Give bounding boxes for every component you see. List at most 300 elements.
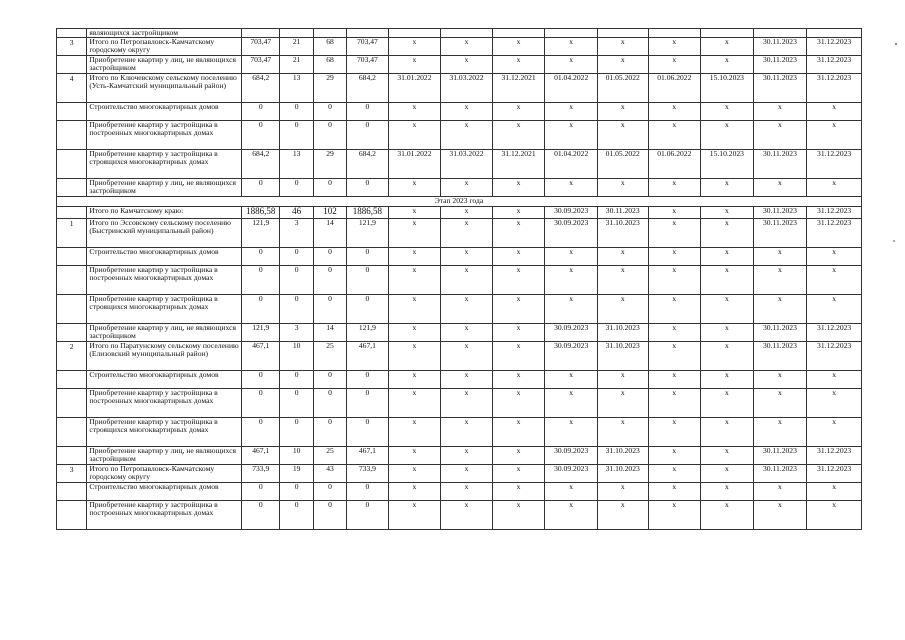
table-cell: 0 bbox=[313, 371, 346, 389]
table-cell: 30.09.2023 bbox=[545, 342, 598, 371]
table-cell: 30.09.2023 bbox=[545, 324, 598, 342]
row-number bbox=[57, 179, 87, 197]
table-cell: x bbox=[701, 465, 754, 483]
table-cell: 703,47 bbox=[242, 56, 280, 74]
table-cell: x bbox=[753, 179, 807, 197]
table-row bbox=[57, 207, 862, 219]
table-row bbox=[57, 121, 862, 150]
table-cell: 13 bbox=[280, 74, 313, 103]
table-cell: x bbox=[648, 418, 701, 447]
table-cell: 01.04.2022 bbox=[545, 74, 598, 103]
table-cell: 31.12.2023 bbox=[807, 150, 862, 179]
table-cell: x bbox=[492, 103, 545, 121]
table-cell: x bbox=[701, 219, 754, 248]
table-cell: x bbox=[388, 248, 441, 266]
table-cell: 121,9 bbox=[242, 219, 280, 248]
table-cell: 0 bbox=[280, 121, 313, 150]
table-cell: 31.12.2023 bbox=[807, 447, 862, 465]
table-cell: 733,9 bbox=[347, 465, 388, 483]
table-cell: x bbox=[492, 179, 545, 197]
table-cell: 703,47 bbox=[347, 56, 388, 74]
table-cell: x bbox=[388, 371, 441, 389]
table-cell: x bbox=[388, 295, 441, 324]
table-cell: 15.10.2023 bbox=[701, 74, 754, 103]
row-number bbox=[57, 207, 87, 219]
table-cell: x bbox=[441, 219, 493, 248]
table-cell: x bbox=[545, 501, 598, 530]
table-cell: x bbox=[492, 295, 545, 324]
table-cell: 0 bbox=[280, 389, 313, 418]
table-cell: 31.12.2023 bbox=[807, 207, 862, 219]
table-row bbox=[57, 29, 862, 38]
table-cell: 0 bbox=[242, 295, 280, 324]
table-cell: 30.11.2023 bbox=[753, 207, 807, 219]
table-cell: x bbox=[701, 266, 754, 295]
program-stage-table bbox=[56, 28, 862, 530]
table-cell: x bbox=[388, 342, 441, 371]
table-row bbox=[57, 483, 862, 501]
table-row bbox=[57, 389, 862, 418]
table-cell: 01.06.2022 bbox=[648, 74, 701, 103]
table-cell: 0 bbox=[280, 483, 313, 501]
table-cell: x bbox=[648, 248, 701, 266]
row-name: Приобретение квартир у застройщика в построенных многоквартирных домах bbox=[87, 389, 242, 418]
scan-speck bbox=[895, 43, 897, 45]
table-cell: x bbox=[648, 342, 701, 371]
table-cell: 31.12.2023 bbox=[807, 38, 862, 56]
table-cell: x bbox=[648, 56, 701, 74]
table-cell: x bbox=[648, 295, 701, 324]
table-cell: x bbox=[807, 418, 862, 447]
table-cell: x bbox=[545, 56, 598, 74]
table-cell: x bbox=[807, 371, 862, 389]
table-cell: 0 bbox=[242, 121, 280, 150]
table-cell: 29 bbox=[313, 74, 346, 103]
table-cell: 121,9 bbox=[242, 324, 280, 342]
table-cell: x bbox=[701, 103, 754, 121]
table-cell: x bbox=[648, 389, 701, 418]
table-cell: x bbox=[753, 501, 807, 530]
table-cell: 684,2 bbox=[347, 74, 388, 103]
row-name: Приобретение квартир у лиц, не являющихся застройщиком bbox=[87, 179, 242, 197]
table-cell: x bbox=[492, 38, 545, 56]
table-cell: 31.03.2022 bbox=[441, 150, 493, 179]
table-cell: 121,9 bbox=[347, 219, 388, 248]
table-cell: x bbox=[441, 342, 493, 371]
table-cell: x bbox=[597, 483, 648, 501]
row-number bbox=[57, 56, 87, 74]
table-cell: 30.11.2023 bbox=[597, 207, 648, 219]
table-cell: x bbox=[648, 483, 701, 501]
table-cell: x bbox=[545, 389, 598, 418]
table-cell: 0 bbox=[313, 103, 346, 121]
table-row bbox=[57, 38, 862, 56]
table-cell: 1886,58 bbox=[347, 207, 388, 219]
table-cell: x bbox=[492, 207, 545, 219]
table-cell: x bbox=[648, 501, 701, 530]
table-cell bbox=[648, 29, 701, 38]
table-cell: x bbox=[492, 447, 545, 465]
table-cell: x bbox=[388, 501, 441, 530]
table-cell: 29 bbox=[313, 150, 346, 179]
row-number bbox=[57, 371, 87, 389]
table-cell: 14 bbox=[313, 324, 346, 342]
table-cell: 467,1 bbox=[347, 447, 388, 465]
table-cell: x bbox=[492, 389, 545, 418]
table-cell: x bbox=[388, 418, 441, 447]
table-cell: 10 bbox=[280, 447, 313, 465]
row-name: Приобретение квартир у лиц, не являющихся застройщиком bbox=[87, 56, 242, 74]
table-cell: 31.12.2021 bbox=[492, 74, 545, 103]
row-number: 3 bbox=[57, 465, 87, 483]
table-cell: x bbox=[701, 501, 754, 530]
table-cell: x bbox=[492, 219, 545, 248]
table-cell bbox=[492, 29, 545, 38]
table-cell: 0 bbox=[280, 266, 313, 295]
table-cell: 703,47 bbox=[347, 38, 388, 56]
table-cell: 31.12.2023 bbox=[807, 56, 862, 74]
table-cell: 0 bbox=[280, 501, 313, 530]
table-cell bbox=[242, 29, 280, 38]
table-cell: 21 bbox=[280, 56, 313, 74]
table-row bbox=[57, 295, 862, 324]
table-cell: x bbox=[701, 447, 754, 465]
table-cell: x bbox=[441, 389, 493, 418]
table-cell bbox=[280, 29, 313, 38]
table-cell: 0 bbox=[242, 179, 280, 197]
table-cell: x bbox=[388, 465, 441, 483]
table-cell: 0 bbox=[313, 266, 346, 295]
table-cell bbox=[753, 29, 807, 38]
table-cell: x bbox=[701, 324, 754, 342]
table-cell: 0 bbox=[280, 295, 313, 324]
row-number bbox=[57, 266, 87, 295]
table-cell: x bbox=[388, 103, 441, 121]
table-cell: x bbox=[597, 56, 648, 74]
table-cell: 0 bbox=[313, 483, 346, 501]
table-cell: x bbox=[545, 248, 598, 266]
stage-heading: Этап 2023 года bbox=[57, 197, 862, 207]
table-cell: x bbox=[701, 121, 754, 150]
row-name: Итого по Петропавловск-Камчатскому городскому округу bbox=[87, 38, 242, 56]
table-cell: 31.10.2023 bbox=[597, 465, 648, 483]
table-cell: 0 bbox=[280, 179, 313, 197]
table-cell: x bbox=[388, 38, 441, 56]
table-cell: 25 bbox=[313, 342, 346, 371]
table-cell: x bbox=[492, 371, 545, 389]
table-cell: x bbox=[492, 465, 545, 483]
row-number bbox=[57, 483, 87, 501]
table-row bbox=[57, 103, 862, 121]
table-cell: x bbox=[441, 266, 493, 295]
table-row bbox=[57, 371, 862, 389]
table-cell: 0 bbox=[242, 389, 280, 418]
table-cell: 0 bbox=[347, 103, 388, 121]
row-number bbox=[57, 389, 87, 418]
row-name: Приобретение квартир у лиц, не являющихся застройщиком bbox=[87, 447, 242, 465]
table-cell: 01.06.2022 bbox=[648, 150, 701, 179]
table-cell: 31.12.2023 bbox=[807, 74, 862, 103]
table-cell: x bbox=[388, 56, 441, 74]
table-cell: x bbox=[648, 179, 701, 197]
table-row bbox=[57, 418, 862, 447]
table-cell: 30.11.2023 bbox=[753, 342, 807, 371]
table-cell: 684,2 bbox=[347, 150, 388, 179]
table-cell: x bbox=[545, 371, 598, 389]
table-cell bbox=[441, 29, 493, 38]
row-name: являющихся застройщиком bbox=[87, 29, 242, 38]
table-cell: 30.11.2023 bbox=[753, 324, 807, 342]
table-cell: x bbox=[441, 371, 493, 389]
table-cell: 3 bbox=[280, 219, 313, 248]
table-cell: x bbox=[441, 501, 493, 530]
table-row bbox=[57, 248, 862, 266]
table-cell: x bbox=[597, 38, 648, 56]
table-cell: x bbox=[807, 483, 862, 501]
table-cell: x bbox=[648, 266, 701, 295]
table-cell: 46 bbox=[280, 207, 313, 219]
table-row bbox=[57, 465, 862, 483]
table-cell: x bbox=[545, 295, 598, 324]
row-name: Приобретение квартир у застройщика в построенных многоквартирных домах bbox=[87, 266, 242, 295]
table-cell: 31.12.2023 bbox=[807, 465, 862, 483]
table-cell: x bbox=[807, 121, 862, 150]
row-number bbox=[57, 29, 87, 38]
row-name: Приобретение квартир у застройщика в построенных многоквартирных домах bbox=[87, 501, 242, 530]
table-cell: x bbox=[441, 56, 493, 74]
table-cell: x bbox=[701, 371, 754, 389]
table-cell: x bbox=[492, 324, 545, 342]
table-cell: x bbox=[753, 121, 807, 150]
table-cell: 01.05.2022 bbox=[597, 74, 648, 103]
table-cell: x bbox=[545, 418, 598, 447]
table-cell: x bbox=[441, 295, 493, 324]
table-cell: x bbox=[597, 418, 648, 447]
table-cell: 68 bbox=[313, 38, 346, 56]
table-cell: 0 bbox=[313, 248, 346, 266]
table-cell: x bbox=[807, 248, 862, 266]
table-cell: x bbox=[388, 447, 441, 465]
table-cell: x bbox=[492, 248, 545, 266]
table-cell: x bbox=[753, 103, 807, 121]
stage-row bbox=[57, 197, 862, 207]
table-cell: x bbox=[753, 248, 807, 266]
row-name: Строительство многоквартирных домов bbox=[87, 483, 242, 501]
table-cell: x bbox=[441, 179, 493, 197]
table-cell: x bbox=[388, 266, 441, 295]
table-cell: 0 bbox=[242, 266, 280, 295]
table-cell: x bbox=[597, 121, 648, 150]
table-cell: 31.03.2022 bbox=[441, 74, 493, 103]
table-cell: 31.01.2022 bbox=[388, 150, 441, 179]
table-cell: x bbox=[492, 56, 545, 74]
table-cell: x bbox=[648, 219, 701, 248]
row-name: Приобретение квартир у лиц, не являющихся застройщиком bbox=[87, 324, 242, 342]
table-cell: x bbox=[597, 295, 648, 324]
table-cell: 0 bbox=[347, 295, 388, 324]
table-cell: x bbox=[701, 56, 754, 74]
table-row bbox=[57, 56, 862, 74]
table-cell: x bbox=[597, 266, 648, 295]
table-cell: x bbox=[441, 103, 493, 121]
table-cell: 30.09.2023 bbox=[545, 219, 598, 248]
table-cell: x bbox=[492, 483, 545, 501]
table-cell: 30.09.2023 bbox=[545, 465, 598, 483]
table-cell: 0 bbox=[347, 179, 388, 197]
table-cell: x bbox=[597, 179, 648, 197]
table-row bbox=[57, 266, 862, 295]
table-cell: 15.10.2023 bbox=[701, 150, 754, 179]
table-cell: 733,9 bbox=[242, 465, 280, 483]
table-cell: x bbox=[597, 248, 648, 266]
scan-speck bbox=[893, 240, 895, 242]
table-cell: 0 bbox=[347, 121, 388, 150]
table-cell bbox=[545, 29, 598, 38]
table-row bbox=[57, 74, 862, 103]
table-cell: 25 bbox=[313, 447, 346, 465]
table-cell: 31.10.2023 bbox=[597, 342, 648, 371]
table-cell: 68 bbox=[313, 56, 346, 74]
table-cell: x bbox=[807, 501, 862, 530]
table-cell: x bbox=[492, 121, 545, 150]
table-cell: 0 bbox=[313, 501, 346, 530]
table-cell: 30.09.2023 bbox=[545, 207, 598, 219]
row-name: Строительство многоквартирных домов bbox=[87, 103, 242, 121]
table-cell: 0 bbox=[313, 389, 346, 418]
table-cell: x bbox=[492, 342, 545, 371]
table-cell: 13 bbox=[280, 150, 313, 179]
table-cell: 30.11.2023 bbox=[753, 150, 807, 179]
table-cell: 0 bbox=[242, 248, 280, 266]
table-cell: 0 bbox=[242, 501, 280, 530]
row-name: Приобретение квартир у застройщика в строящихся многоквартирных домах bbox=[87, 418, 242, 447]
row-name: Строительство многоквартирных домов bbox=[87, 371, 242, 389]
table-cell: 0 bbox=[313, 179, 346, 197]
table-cell: x bbox=[807, 103, 862, 121]
table-cell: 30.11.2023 bbox=[753, 219, 807, 248]
table-cell: 102 bbox=[313, 207, 346, 219]
table-cell: 0 bbox=[242, 483, 280, 501]
table-cell: x bbox=[701, 418, 754, 447]
table-cell: x bbox=[597, 103, 648, 121]
table-cell: x bbox=[388, 219, 441, 248]
table-cell: 31.12.2023 bbox=[807, 342, 862, 371]
table-cell: x bbox=[441, 324, 493, 342]
table-cell: 0 bbox=[347, 483, 388, 501]
table-cell: x bbox=[597, 371, 648, 389]
table-cell: x bbox=[753, 483, 807, 501]
table-cell: x bbox=[648, 371, 701, 389]
table-cell: 0 bbox=[313, 295, 346, 324]
row-number bbox=[57, 248, 87, 266]
table-cell: x bbox=[492, 501, 545, 530]
table-cell: x bbox=[648, 38, 701, 56]
table-cell: 10 bbox=[280, 342, 313, 371]
table-cell: 43 bbox=[313, 465, 346, 483]
table-cell: 21 bbox=[280, 38, 313, 56]
table-cell: 0 bbox=[347, 418, 388, 447]
row-number bbox=[57, 295, 87, 324]
table-row bbox=[57, 342, 862, 371]
table-cell: x bbox=[441, 207, 493, 219]
table-cell: 31.10.2023 bbox=[597, 219, 648, 248]
row-number: 2 bbox=[57, 342, 87, 371]
table-cell: 31.12.2023 bbox=[807, 324, 862, 342]
table-cell: 684,2 bbox=[242, 74, 280, 103]
table-cell: x bbox=[492, 266, 545, 295]
table-cell: x bbox=[545, 483, 598, 501]
table-cell: x bbox=[441, 483, 493, 501]
table-row bbox=[57, 324, 862, 342]
table-cell: 31.10.2023 bbox=[597, 324, 648, 342]
table-cell: x bbox=[388, 121, 441, 150]
table-cell: 31.01.2022 bbox=[388, 74, 441, 103]
table-row bbox=[57, 179, 862, 197]
table-cell: 684,2 bbox=[242, 150, 280, 179]
table-cell: x bbox=[441, 121, 493, 150]
table-cell: x bbox=[545, 179, 598, 197]
table-cell: x bbox=[753, 266, 807, 295]
row-number: 4 bbox=[57, 74, 87, 103]
row-name: Итого по Эссовскому сельскому поселению (Быстринский муниципальный район) bbox=[87, 219, 242, 248]
row-number bbox=[57, 121, 87, 150]
table-cell bbox=[597, 29, 648, 38]
row-name: Приобретение квартир у застройщика в строящихся многоквартирных домах bbox=[87, 295, 242, 324]
row-name: Итого по Ключевскому сельскому поселению (Усть-Камчатский муниципальный район) bbox=[87, 74, 242, 103]
row-name: Итого по Петропавловск-Камчатскому городскому округу bbox=[87, 465, 242, 483]
table-cell bbox=[807, 29, 862, 38]
row-number bbox=[57, 324, 87, 342]
row-name: Строительство многоквартирных домов bbox=[87, 248, 242, 266]
table-cell: x bbox=[753, 371, 807, 389]
table-cell: x bbox=[388, 179, 441, 197]
table-cell: 0 bbox=[313, 418, 346, 447]
table-cell: x bbox=[441, 418, 493, 447]
table-cell bbox=[313, 29, 346, 38]
table-cell: 31.12.2023 bbox=[807, 219, 862, 248]
table-cell: 31.10.2023 bbox=[597, 447, 648, 465]
table-cell: x bbox=[648, 465, 701, 483]
table-row bbox=[57, 501, 862, 530]
table-cell: x bbox=[597, 501, 648, 530]
row-name: Итого по Камчатскому краю: bbox=[87, 207, 242, 219]
table-cell: 01.05.2022 bbox=[597, 150, 648, 179]
table-cell: x bbox=[807, 179, 862, 197]
table-cell: 31.12.2021 bbox=[492, 150, 545, 179]
table-cell: 30.11.2023 bbox=[753, 447, 807, 465]
table-cell: x bbox=[545, 103, 598, 121]
row-number: 3 bbox=[57, 38, 87, 56]
table-cell: 3 bbox=[280, 324, 313, 342]
row-number bbox=[57, 103, 87, 121]
table-cell: 30.11.2023 bbox=[753, 56, 807, 74]
table-cell: 30.11.2023 bbox=[753, 74, 807, 103]
table-cell: x bbox=[701, 248, 754, 266]
table-cell: 0 bbox=[242, 103, 280, 121]
table-cell: 0 bbox=[347, 371, 388, 389]
table-cell: x bbox=[597, 389, 648, 418]
table-cell: 0 bbox=[280, 418, 313, 447]
table-cell: x bbox=[441, 38, 493, 56]
table-cell: x bbox=[388, 324, 441, 342]
table-cell: 0 bbox=[280, 248, 313, 266]
table-cell: x bbox=[807, 295, 862, 324]
table-cell: x bbox=[441, 465, 493, 483]
table-cell: x bbox=[545, 121, 598, 150]
table-cell: x bbox=[648, 324, 701, 342]
table-cell: x bbox=[701, 179, 754, 197]
table-cell: 703,47 bbox=[242, 38, 280, 56]
